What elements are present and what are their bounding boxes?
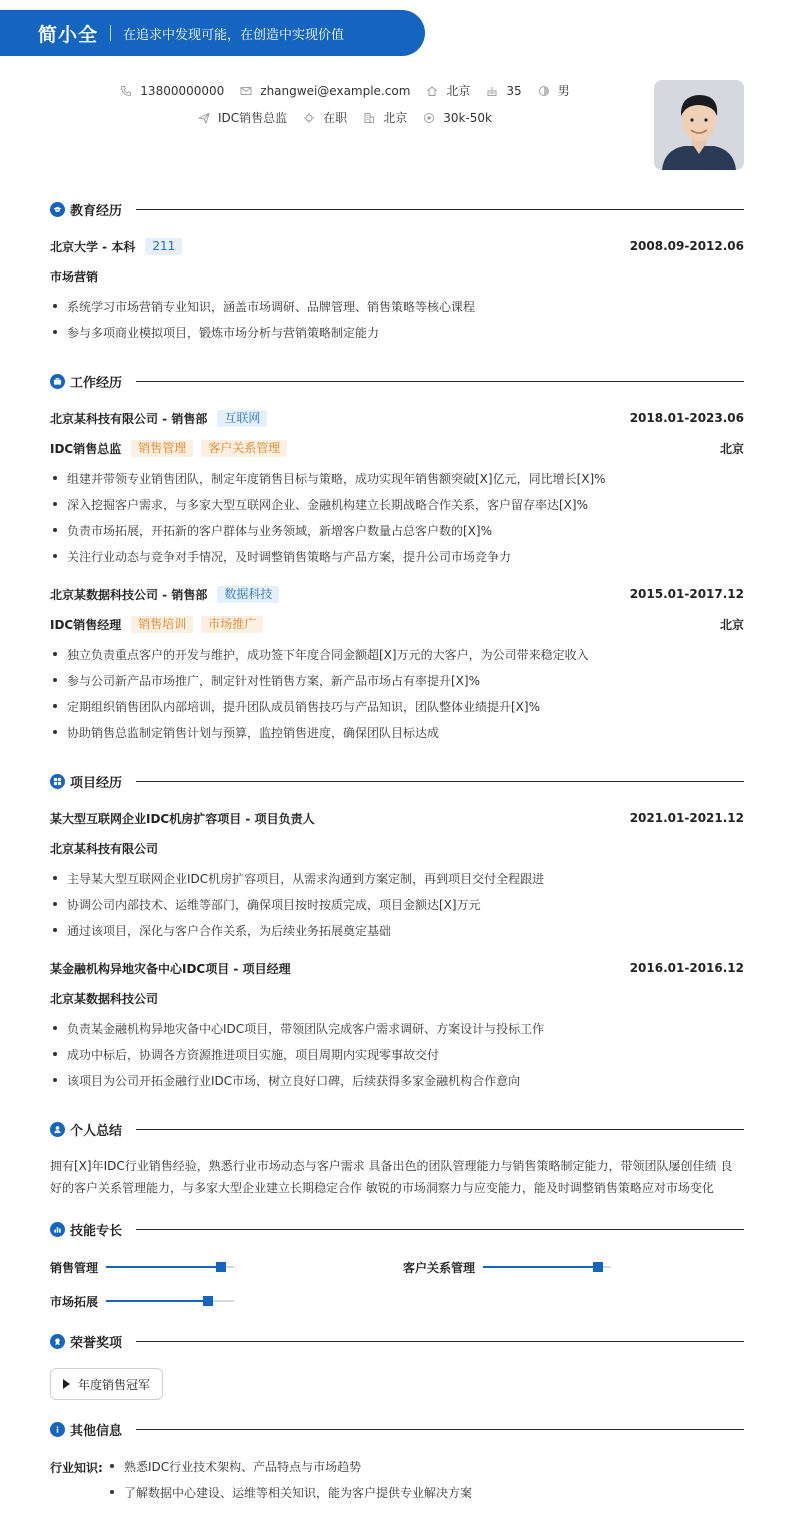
skill-level-bar — [106, 1300, 234, 1302]
project-header — [50, 809, 744, 827]
list-item: 深入挖掘客户需求，与多家大型互联网企业、金融机构建立长期战略合作关系，客户留存率达[X]% — [50, 496, 744, 512]
list-item: 成功中标后，协调各方资源推进项目实施，项目周期内实现零事故交付 — [50, 1046, 744, 1062]
education-major: 市场营销 — [50, 270, 99, 284]
list-item: 通过该项目，深化与客户合作关系，为后续业务拓展奠定基础 — [50, 922, 744, 938]
list-item: 负责市场拓展，开拓新的客户群体与业务领域，新增客户数量占总客户数的[X]% — [50, 522, 744, 538]
industry-tag: 互联网 — [217, 410, 267, 427]
honor-name: 年度销售冠军 — [78, 1377, 151, 1392]
section-title: 项目经历 — [70, 775, 123, 791]
skill-item — [50, 1259, 234, 1275]
contact-phone — [120, 84, 224, 98]
contact-gender — [538, 82, 570, 99]
section-title: 教育经历 — [70, 203, 123, 219]
section-divider — [136, 209, 744, 210]
skill-name: 市场拓展 — [50, 1294, 99, 1309]
skill-tag: 客户关系管理 — [201, 440, 287, 457]
skill-item — [403, 1259, 611, 1275]
summary-text: 拥有[X]年IDC行业销售经验，熟悉行业市场动态与客户需求 具备出色的团队管理能力与销售策略制定能力，带领团队屡创佳绩 良好的客户关系管理能力，与多家大型企业建立长期稳定合作 敏锐的市场洞察力与应变能力，能及时调整销售策略应对市场变化 — [50, 1159, 733, 1195]
list-item: 协助销售总监制定销售计划与预算，监控销售进度，确保团队目标达成 — [50, 724, 744, 740]
work-title-row — [50, 615, 744, 633]
skill-level-fill — [106, 1266, 221, 1268]
work-location: 北京 — [719, 441, 744, 456]
contact-salary — [423, 111, 492, 125]
banner-divider — [110, 25, 111, 41]
industry-tag: 数据科技 — [217, 586, 279, 603]
contact-row-1 — [0, 82, 690, 99]
status-value: 在职 — [323, 111, 348, 125]
section-other — [50, 1419, 744, 1439]
position-value: IDC销售总监 — [218, 111, 288, 125]
job-title: IDC销售经理 — [50, 617, 122, 632]
contact-position — [198, 109, 287, 126]
section-education — [50, 199, 744, 219]
project-header — [50, 959, 744, 977]
section-divider — [136, 381, 744, 382]
info-icon — [50, 1422, 65, 1437]
list-item: 负责某金融机构异地灾备中心IDC项目，带领团队完成客户需求调研、方案设计与投标工作 — [50, 1020, 744, 1036]
building-icon — [363, 112, 375, 124]
avatar-photo — [654, 80, 744, 170]
city-value: 北京 — [446, 84, 471, 98]
work-title-row — [50, 439, 744, 457]
skill-name: 客户关系管理 — [403, 1260, 476, 1275]
list-item: 参与公司新产品市场推广，制定针对性销售方案，新产品市场占有率提升[X]% — [50, 672, 744, 688]
project-name: 某大型互联网企业IDC机房扩容项目 - 项目负责人 — [50, 811, 315, 826]
section-divider — [136, 1129, 744, 1130]
section-title: 个人总结 — [70, 1123, 123, 1139]
status-icon — [303, 112, 315, 124]
project-company: 北京某数据科技公司 — [50, 992, 159, 1006]
project-name: 某金融机构异地灾备中心IDC项目 - 项目经理 — [50, 961, 291, 976]
skill-tag: 市场推广 — [201, 616, 263, 633]
list-item: 关注行业动态与竞争对手情况，及时调整销售策略与产品方案，提升公司市场竞争力 — [50, 548, 744, 564]
section-summary — [50, 1119, 744, 1139]
workplace-value: 北京 — [383, 111, 408, 125]
skill-level-knob — [203, 1296, 213, 1306]
list-item: 定期组织销售团队内部培训，提升团队成员销售技巧与产品知识，团队整体业绩提升[X]% — [50, 698, 744, 714]
salary-icon — [423, 112, 435, 124]
gender-icon — [538, 85, 550, 97]
contact-workplace — [363, 109, 407, 126]
project-period: 2016.01-2016.12 — [629, 961, 744, 975]
skill-level-fill — [106, 1300, 208, 1302]
skill-name: 销售管理 — [50, 1260, 99, 1275]
user-icon — [50, 1122, 65, 1137]
section-title: 荣誉奖项 — [70, 1335, 123, 1351]
home-icon — [426, 85, 438, 97]
section-title: 工作经历 — [70, 375, 123, 391]
job-title: IDC销售总监 — [50, 441, 122, 456]
candidate-slogan: 在追求中发现可能，在创造中实现价值 — [123, 27, 345, 43]
skill-level-bar — [483, 1266, 611, 1268]
graduation-cap-icon — [50, 202, 65, 217]
cake-icon — [486, 85, 498, 97]
work-period: 2018.01-2023.06 — [629, 411, 744, 425]
contact-city — [426, 82, 470, 99]
section-skills — [50, 1219, 744, 1239]
contact-row-2 — [0, 109, 690, 126]
skill-tag: 销售培训 — [131, 616, 193, 633]
list-item: 协调公司内部技术、运维等部门，确保项目按时按质完成，项目金额达[X]万元 — [50, 896, 744, 912]
list-item: 该项目为公司开拓金融行业IDC市场，树立良好口碑，后续获得多家金融机构合作意向 — [50, 1072, 744, 1088]
work-location: 北京 — [719, 617, 744, 632]
list-item: 独立负责重点客户的开发与维护，成功签下年度合同金额超[X]万元的大客户，为公司带来稳定收入 — [50, 646, 744, 662]
age-value: 35 — [506, 83, 522, 98]
section-divider — [136, 1429, 744, 1430]
section-divider — [136, 781, 744, 782]
section-honors — [50, 1331, 744, 1351]
list-item: 了解数据中心建设、运维等相关知识，能为客户提供专业解决方案 — [107, 1484, 744, 1500]
education-period: 2008.09-2012.06 — [629, 239, 744, 253]
honor-badge — [50, 1368, 163, 1400]
work-period: 2015.01-2017.12 — [629, 587, 744, 601]
contact-email — [240, 84, 410, 98]
section-title: 技能专长 — [70, 1223, 123, 1239]
briefcase-icon — [50, 374, 65, 389]
company-name: 北京某科技有限公司 - 销售部 — [50, 411, 208, 426]
grid-icon — [50, 774, 65, 789]
mail-icon — [240, 85, 252, 97]
skill-level-bar — [106, 1266, 234, 1268]
project-company: 北京某科技有限公司 — [50, 842, 159, 856]
section-projects — [50, 771, 744, 791]
work-header — [50, 409, 744, 427]
list-item: 参与多项商业模拟项目，锻炼市场分析与营销策略制定能力 — [50, 324, 744, 340]
header-banner — [0, 10, 425, 56]
list-item: 熟悉IDC行业技术架构、产品特点与市场趋势 — [107, 1458, 744, 1474]
section-divider — [136, 1341, 744, 1342]
contact-status — [303, 109, 347, 126]
phone-icon — [120, 85, 132, 97]
section-divider — [136, 1229, 744, 1230]
phone-value: 13800000000 — [140, 83, 225, 98]
play-icon — [63, 1379, 70, 1389]
email-value: zhangwei@example.com — [260, 83, 411, 98]
send-icon — [198, 112, 210, 124]
list-item: 系统学习市场营销专业知识，涵盖市场调研、品牌管理、销售策略等核心课程 — [50, 298, 744, 314]
other-label: 行业知识: — [50, 1461, 103, 1475]
school-tag: 211 — [145, 238, 182, 255]
section-work — [50, 371, 744, 391]
education-header — [50, 237, 744, 255]
candidate-name: 简小全 — [38, 23, 99, 46]
list-item: 主导某大型互联网企业IDC机房扩容项目，从需求沟通到方案定制，再到项目交付全程跟进 — [50, 870, 744, 886]
bar-chart-icon — [50, 1222, 65, 1237]
skill-level-fill — [483, 1266, 598, 1268]
gender-value: 男 — [557, 84, 570, 98]
work-header — [50, 585, 744, 603]
school-name: 北京大学 - 本科 — [50, 239, 136, 254]
section-title: 其他信息 — [70, 1423, 123, 1439]
contact-age — [486, 84, 521, 98]
company-name: 北京某数据科技公司 - 销售部 — [50, 587, 208, 602]
skill-item — [50, 1293, 234, 1309]
list-item: 组建并带领专业销售团队，制定年度销售目标与策略，成功实现年销售额突破[X]亿元，同比增长[X]% — [50, 470, 744, 486]
project-period: 2021.01-2021.12 — [629, 811, 744, 825]
salary-value: 30k-50k — [443, 110, 492, 125]
skill-level-knob — [216, 1262, 226, 1272]
skill-level-knob — [593, 1262, 603, 1272]
award-icon — [50, 1334, 65, 1349]
skill-tag: 销售管理 — [131, 440, 193, 457]
